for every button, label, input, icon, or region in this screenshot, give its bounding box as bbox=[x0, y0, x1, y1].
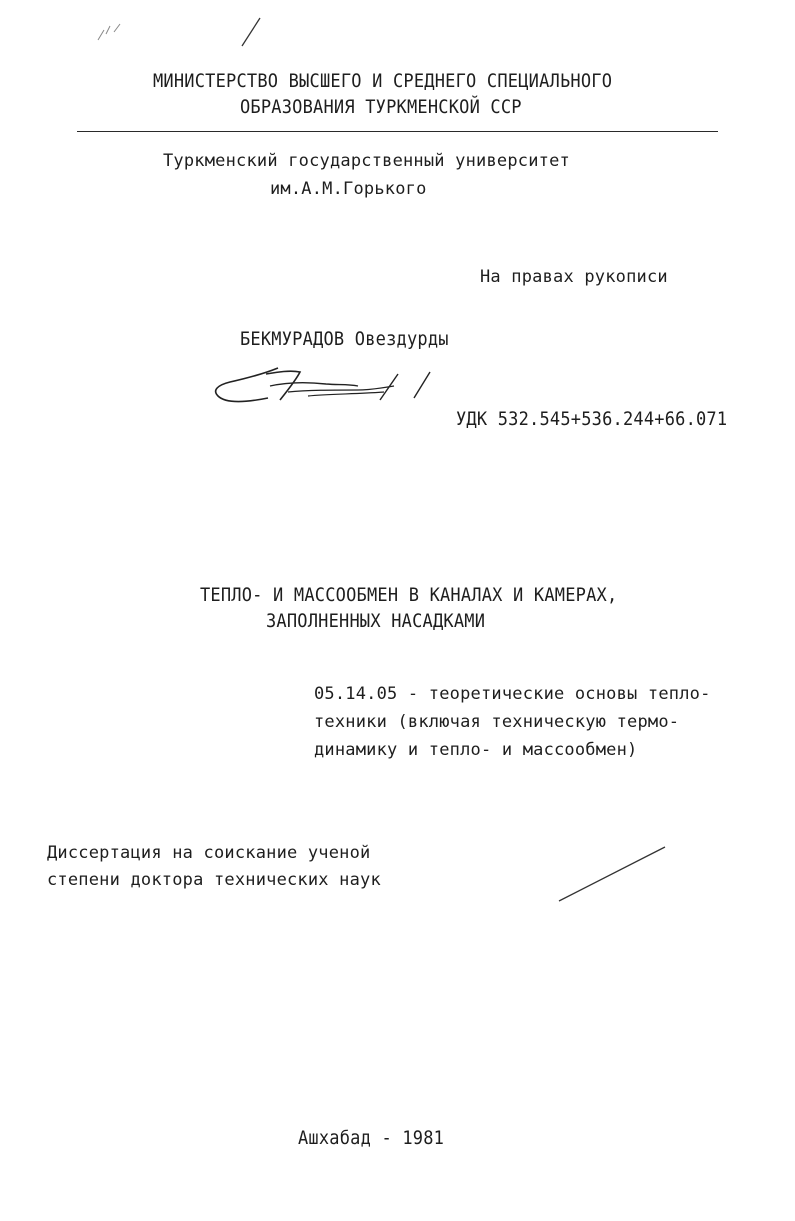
author-name: БЕКМУРАДОВ Овездурды bbox=[240, 328, 449, 351]
place-year: Ашхабад - 1981 bbox=[298, 1127, 445, 1150]
specialty-line-1: 05.14.05 - теоретические основы тепло- bbox=[314, 684, 711, 704]
ministry-line-1: МИНИСТЕРСТВО ВЫСШЕГО И СРЕДНЕГО СПЕЦИАЛЬНОГО bbox=[153, 70, 613, 93]
specialty-line-2: техники (включая техническую термо- bbox=[314, 712, 680, 732]
title-line-2: ЗАПОЛНЕННЫХ НАСАДКАМИ bbox=[266, 610, 486, 633]
degree-line-2: степени доктора технических наук bbox=[47, 870, 381, 890]
degree-line-1: Диссертация на соискание ученой bbox=[47, 843, 371, 863]
rights-note: На правах рукописи bbox=[480, 267, 668, 287]
pencil-slash-mark bbox=[555, 843, 670, 905]
udc-code: УДК 532.545+536.244+66.071 bbox=[456, 408, 728, 431]
university-line-2: им.А.М.Горького bbox=[270, 179, 427, 199]
specialty-line-3: динамику и тепло- и массообмен) bbox=[314, 740, 638, 760]
header-divider bbox=[77, 131, 718, 132]
corner-pencil-marks bbox=[90, 14, 270, 48]
ministry-line-2: ОБРАЗОВАНИЯ ТУРКМЕНСКОЙ ССР bbox=[240, 96, 522, 119]
author-signature bbox=[208, 360, 438, 412]
title-line-1: ТЕПЛО- И МАССООБМЕН В КАНАЛАХ И КАМЕРАХ, bbox=[200, 584, 618, 607]
university-line-1: Туркменский государственный университет bbox=[163, 151, 570, 171]
